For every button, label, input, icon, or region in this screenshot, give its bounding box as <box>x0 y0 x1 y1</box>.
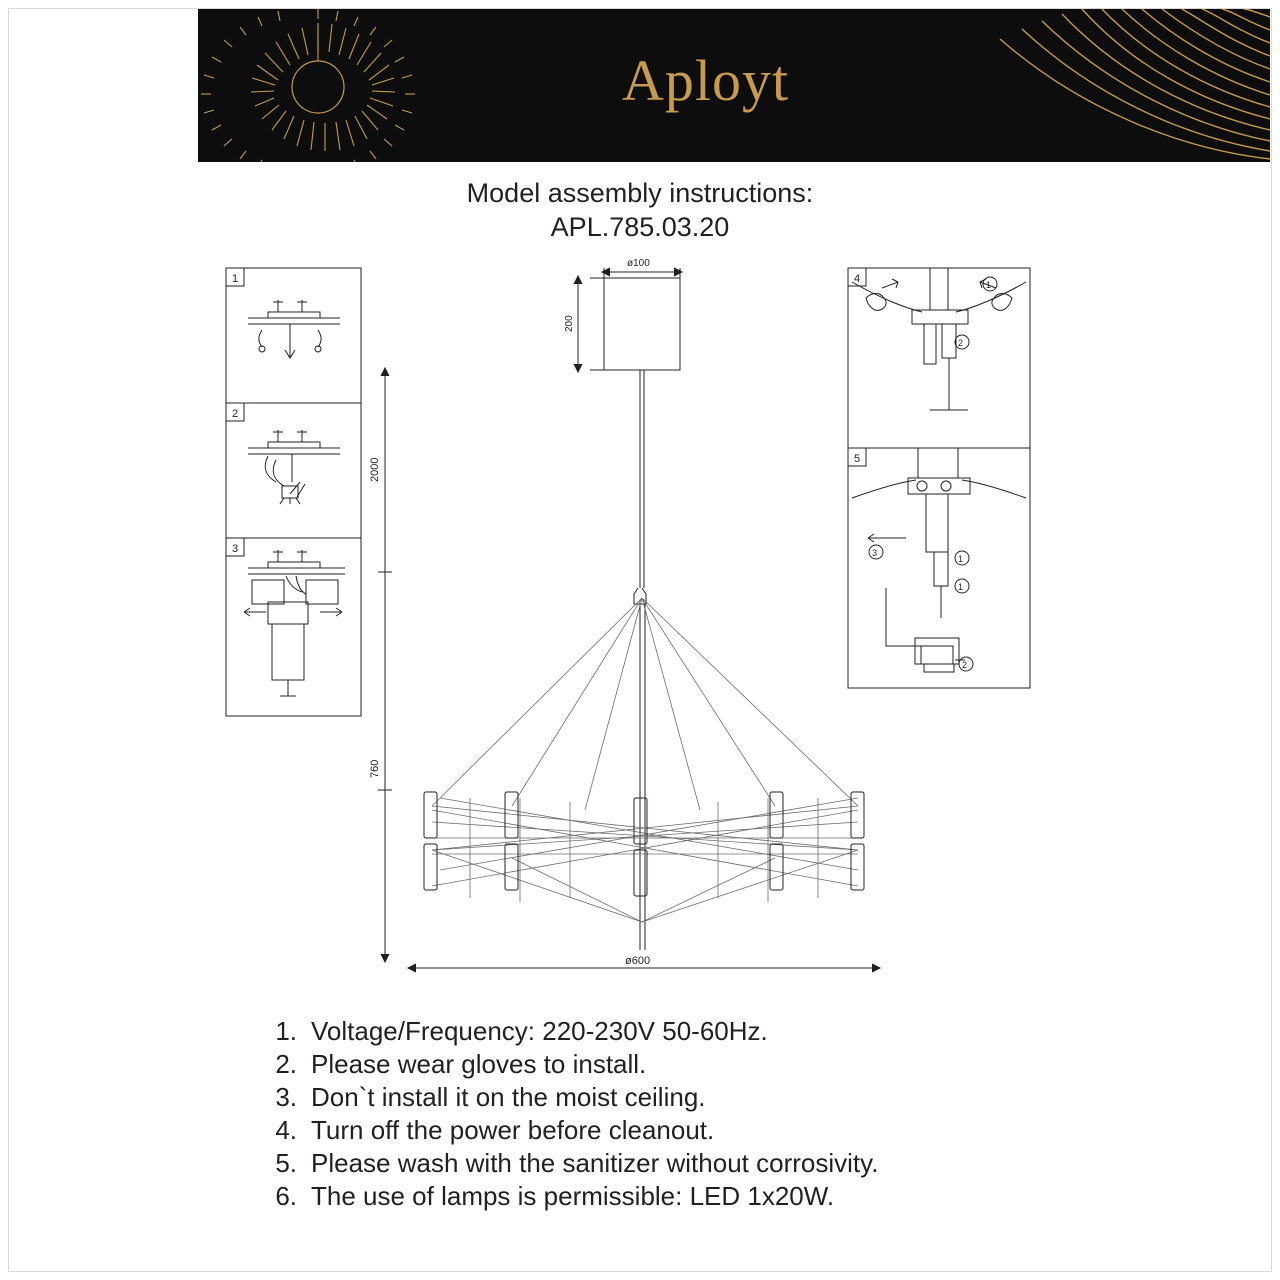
step-label-1: 1 <box>232 273 239 285</box>
list-item-number: 2. <box>275 1049 297 1079</box>
list-item <box>255 1147 1075 1180</box>
instructions-list <box>255 1015 1075 1213</box>
dimension-drop-length: 2000 <box>369 457 381 482</box>
list-item-number: 3. <box>275 1082 297 1112</box>
list-item-text: Don`t install it on the moist ceiling. <box>311 1082 706 1112</box>
list-item-text: Voltage/Frequency: 220-230V 50-60Hz. <box>311 1016 768 1046</box>
dimension-fixture-height: 760 <box>369 759 381 778</box>
step-label-5: 5 <box>854 453 861 465</box>
step-label-3: 3 <box>232 543 239 555</box>
svg-text:2: 2 <box>958 338 964 348</box>
step-label-2: 2 <box>232 408 239 420</box>
assembly-drawing <box>0 250 1280 990</box>
list-item-number: 5. <box>275 1148 297 1178</box>
step-label-4: 4 <box>854 273 861 285</box>
svg-text:1: 1 <box>986 280 992 290</box>
list-item-text: Turn off the power before cleanout. <box>311 1115 715 1145</box>
dimension-shade-height: 200 <box>564 315 575 332</box>
palm-rays-decoration-icon <box>850 9 1270 162</box>
list-item <box>255 1180 1075 1213</box>
list-item-text: Please wear gloves to install. <box>311 1049 647 1079</box>
svg-text:1: 1 <box>958 554 964 564</box>
list-item-number: 1. <box>275 1016 297 1046</box>
header-banner <box>198 9 1270 162</box>
sunburst-logo-icon <box>198 9 618 162</box>
list-item <box>255 1015 1075 1048</box>
svg-text:1: 1 <box>958 582 964 592</box>
brand-wordmark: Aployt <box>622 48 790 113</box>
list-item-text: Please wash with the sanitizer without corrosivity. <box>311 1148 879 1178</box>
list-item <box>255 1081 1075 1114</box>
list-item <box>255 1114 1075 1147</box>
dimension-fixture-diameter: ø600 <box>625 955 651 967</box>
title-line-1: Model assembly instructions: <box>466 178 814 208</box>
svg-text:3: 3 <box>872 548 878 558</box>
list-item-text: The use of lamps is permissible: LED 1x20W. <box>311 1181 835 1211</box>
page-title <box>0 176 1280 244</box>
list-item-number: 6. <box>275 1181 297 1211</box>
list-item <box>255 1048 1075 1081</box>
svg-text:2: 2 <box>962 660 968 670</box>
dimension-shade-diameter: ø100 <box>627 258 650 269</box>
title-model-code: APL.785.03.20 <box>550 212 730 242</box>
list-item-number: 4. <box>275 1115 297 1145</box>
